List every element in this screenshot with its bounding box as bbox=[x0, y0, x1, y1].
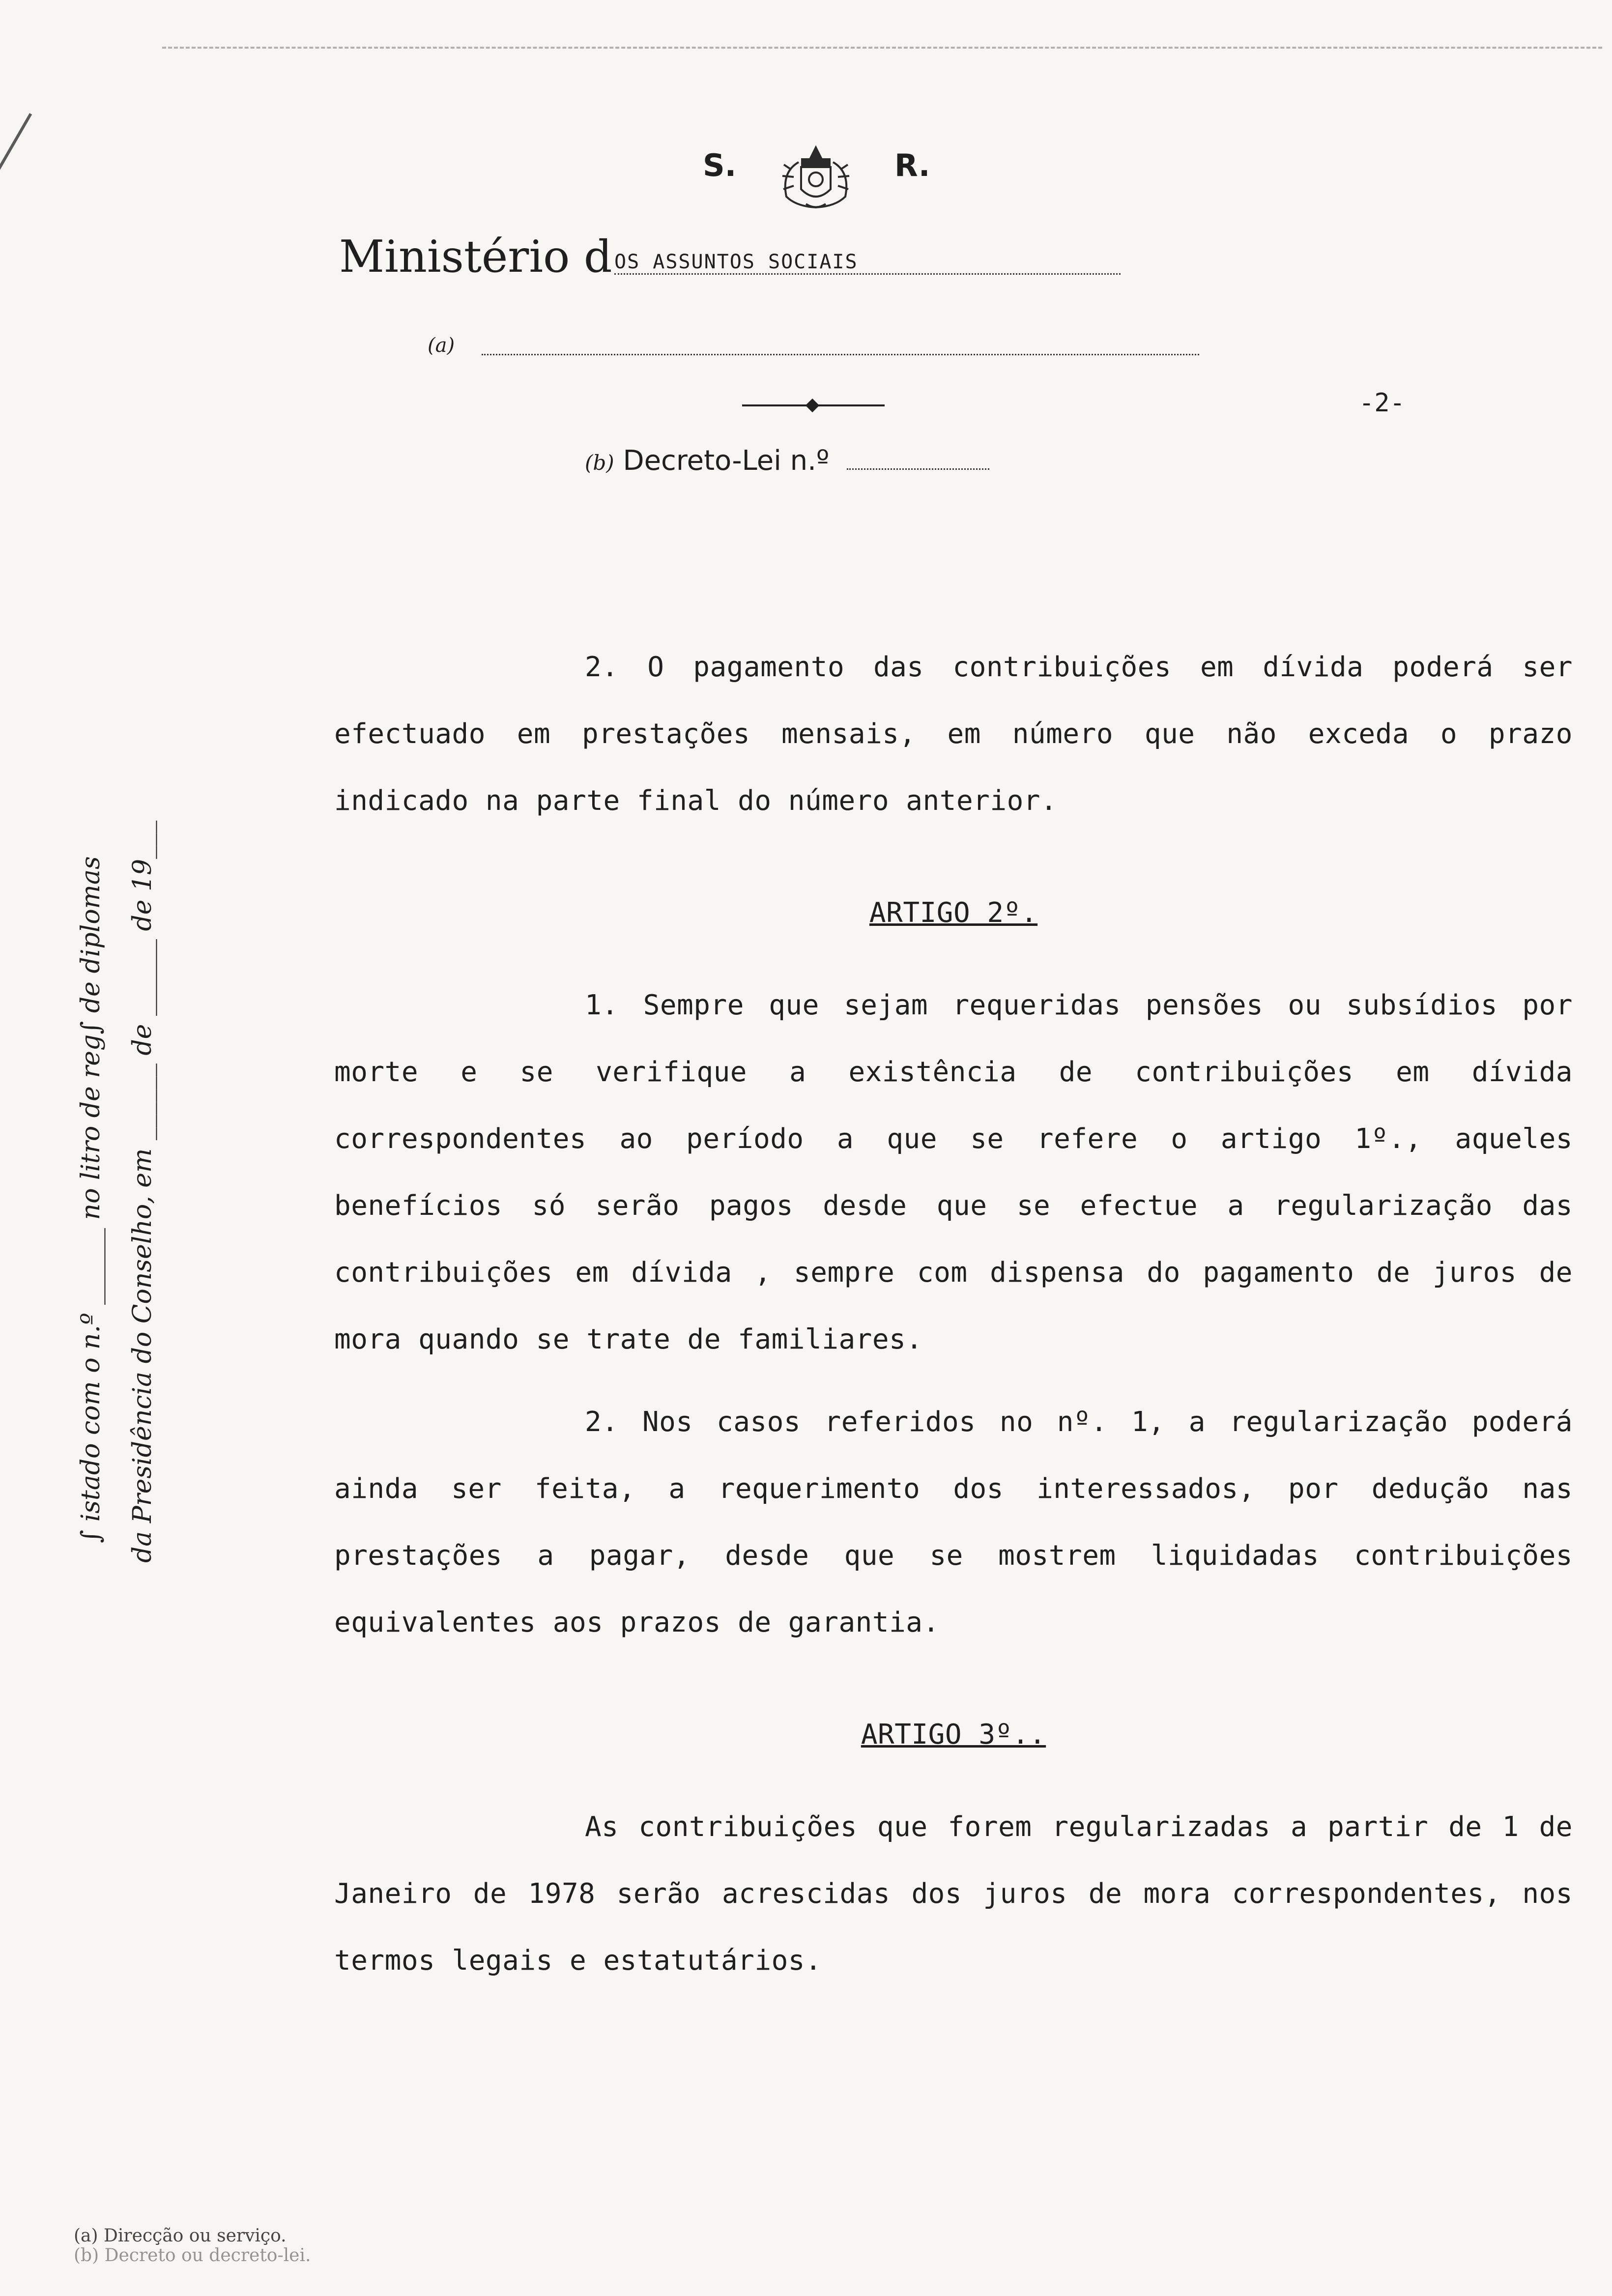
letterhead-s: S. bbox=[703, 147, 737, 183]
ministry-label: Ministério d bbox=[339, 231, 612, 283]
coat-of-arms-icon bbox=[772, 143, 860, 211]
paragraph-2: 2. O pagamento das contribuições em dívida poderá ser efectuado em prestações mensais, em número que não exceda o prazo indicado na parte final do número anterior. bbox=[334, 651, 1573, 817]
article-2-paragraph-1: 1. Sempre que sejam requeridas pensões ou subsídios por morte e se verifique a existência de contribuições em dívida correspondentes ao período a que se refere o artigo 1º., aqueles benefícios só serão pagos desde que se efectue a regularização das contribuições em dívida , sempre com dispensa do pagamento de juros de mora quando se trate de familiares. bbox=[334, 989, 1573, 1355]
decree-label: Decreto-Lei n.º bbox=[623, 445, 830, 477]
corner-pen-mark bbox=[0, 113, 32, 225]
letterhead-r: R. bbox=[894, 147, 930, 183]
diamond-icon bbox=[806, 399, 819, 412]
document-body bbox=[334, 634, 1573, 1994]
article-2-paragraph-2: 2. Nos casos referidos no nº. 1, a regularização poderá ainda ser feita, a requerimento dos interessados, por dedução nas prestações a pagar, desde que se mostrem liquidadas contribuições equivalentes aos prazos de garantia. bbox=[334, 1406, 1573, 1638]
article-3-heading: ARTIGO 3º.. bbox=[861, 1719, 1046, 1751]
letterhead bbox=[698, 143, 953, 211]
page-number: -2- bbox=[1359, 388, 1405, 418]
top-dashed-line bbox=[162, 47, 1602, 49]
decree-marker: (b) bbox=[585, 451, 614, 475]
footnote-b: (b) Decreto ou decreto-lei. bbox=[74, 2245, 311, 2266]
ornament-divider bbox=[742, 401, 885, 410]
footnotes bbox=[74, 2226, 418, 2266]
service-line-dots bbox=[482, 354, 1199, 355]
margin-note-2: da Presidência do Conselho, em ______ de ______ de 19___ bbox=[128, 820, 157, 1563]
ministry-value: OS ASSUNTOS SOCIAIS bbox=[614, 251, 1121, 275]
service-line bbox=[428, 334, 1199, 364]
decree-number-dots bbox=[847, 468, 989, 470]
footnote-a: (a) Direcção ou serviço. bbox=[74, 2226, 287, 2246]
decree-line bbox=[585, 445, 1047, 477]
service-line-label: (a) bbox=[428, 334, 455, 357]
article-3-paragraph-1: As contribuições que forem regularizadas a partir de 1 de Janeiro de 1978 serão acrescidas dos juros de mora correspondentes, nos termos legais e estatutários. bbox=[334, 1811, 1573, 1977]
ministry-row bbox=[339, 231, 1297, 290]
article-2-heading: ARTIGO 2º. bbox=[869, 897, 1038, 929]
margin-note-1: ∫ istado com o n.º ______ no litro de reg∫ de diplomas bbox=[76, 856, 106, 1543]
